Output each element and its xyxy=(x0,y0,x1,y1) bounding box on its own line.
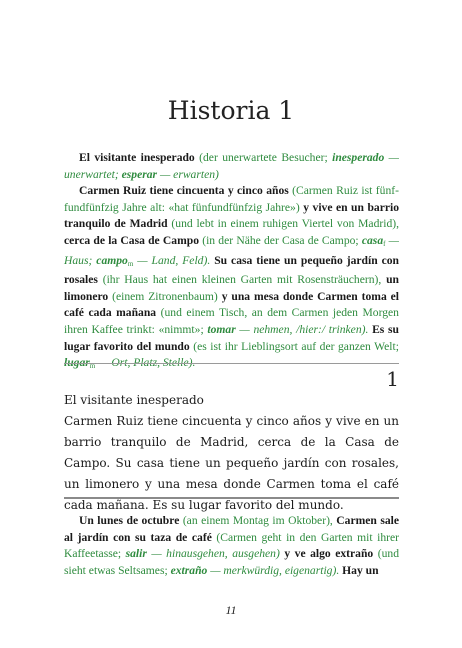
spanish-phrase: Carmen sale al jardín con su taza de café xyxy=(64,514,399,544)
spanish-phrase: El visitante inesperado xyxy=(79,151,195,164)
spanish-phrase: Un lunes de octubre xyxy=(79,514,180,527)
annotated-paragraph xyxy=(64,513,399,579)
german-gloss: (einem Zitronenbaum) xyxy=(112,289,218,303)
spanish-phrase: Hay un xyxy=(342,563,379,577)
annotated-paragraph xyxy=(64,150,399,183)
spanish-phrase: Carmen Ruiz tiene cincuenta y cinco años xyxy=(79,184,289,198)
german-gloss: (und einem Tisch, an dem Carmen jeden Morgen ihren Kaffee trinkt: «nimmt»; tomar — nehmen, /hier:/ trinken). xyxy=(64,306,399,336)
page-number: 11 xyxy=(225,603,237,617)
section-divider-thick xyxy=(64,497,399,499)
annotated-text-block xyxy=(64,150,399,375)
german-gloss: (Carmen geht in den Garten mit ihrer Kaffeetasse; salir — hinausgehen, ausgehen) xyxy=(64,530,399,561)
german-gloss: (an einem Montag im Oktober), xyxy=(182,514,333,527)
german-gloss: (ihr Haus hat einen kleinen Garten mit Rosensträuchern), xyxy=(102,273,382,287)
spanish-phrase: Es su lugar favorito del mundo xyxy=(64,322,399,353)
section-divider xyxy=(64,363,399,364)
plain-body: Carmen Ruiz tiene cincuenta y cinco años y vive en un barrio tranquilo de Madrid, cerca de la Casa de Campo. Su casa tiene un pequeño jardín con rosales, un limonero y una mesa donde Carmen toma el café cada mañana. Es su lugar favorito del mundo. xyxy=(64,414,399,512)
annotated-paragraph xyxy=(64,183,399,375)
german-gloss: (und sieht etwas Seltsames; extraño — merkwürdig, eigenartig). xyxy=(64,547,400,577)
spanish-phrase: y vive en un barrio tranquilo de Madrid xyxy=(64,200,399,231)
spanish-phrase: cerca de la Casa de Campo xyxy=(64,233,199,247)
plain-heading: El visitante inesperado xyxy=(64,393,204,407)
chapter-title: Historia 1 xyxy=(167,96,295,125)
spanish-phrase: Su casa tiene un pequeño jardín con rosales xyxy=(64,253,399,287)
spanish-phrase: un limonero xyxy=(64,273,399,303)
spanish-phrase: y ve algo extraño xyxy=(284,547,374,561)
german-gloss: (es ist ihr Lieblingsort auf der ganzen Welt; lugar$_m$ — Ort, Platz, Stelle). xyxy=(64,339,399,371)
german-gloss: (und lebt in einem ruhigen Viertel von Madrid), xyxy=(171,217,399,231)
spanish-phrase: y una mesa donde Carmen toma el café cada mañana xyxy=(64,289,400,320)
annotated-text-block-next xyxy=(64,513,399,579)
german-gloss: (der unerwartete Besucher; inesperado — unerwartet; esperar — erwarten) xyxy=(64,151,399,181)
section-number: 1 xyxy=(386,367,399,391)
german-gloss: (Carmen Ruiz ist fünffundfünfzig Jahre alt: «hat fünfundfünfzig Jahre») xyxy=(64,184,399,214)
german-gloss: (in der Nähe der Casa de Campo; casa$_f$ — Haus; campo$_m$ — Land, Feld). xyxy=(64,233,399,268)
